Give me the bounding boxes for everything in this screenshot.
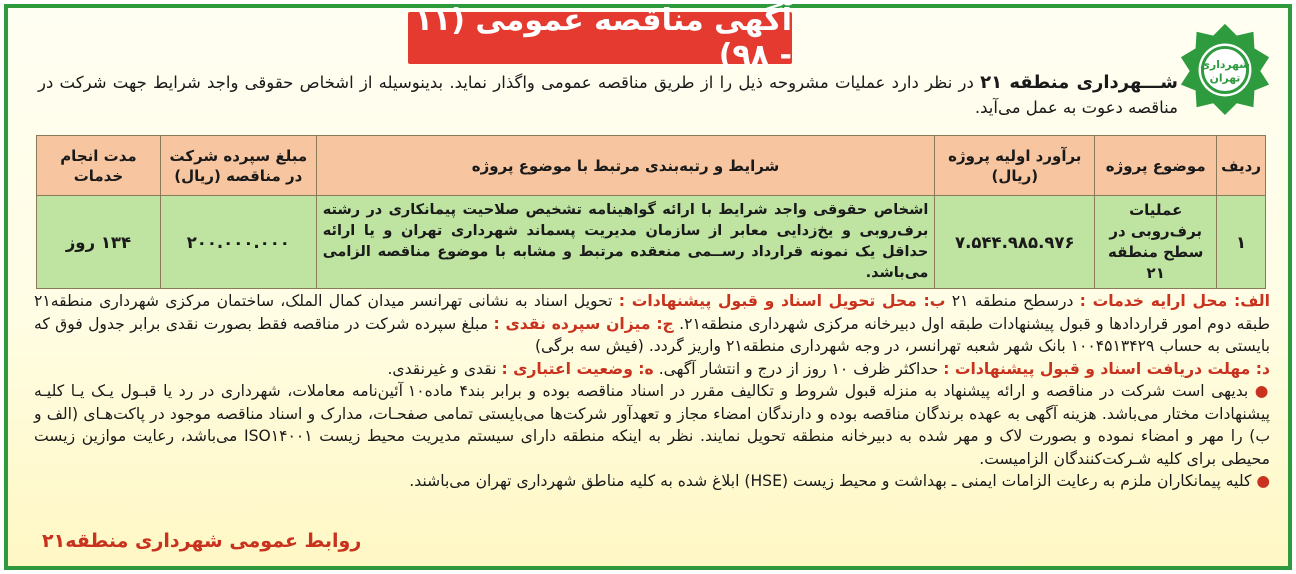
svg-text:تهران: تهران <box>1209 71 1241 85</box>
label-deadline: د: مهلت دریافت اسناد و قبول پیشنهادات : <box>943 359 1270 378</box>
bullet-icon: ● <box>1254 382 1271 400</box>
intro-paragraph <box>38 70 1178 120</box>
municipality-name: شـــهرداری منطقه ۲۱ <box>980 72 1178 93</box>
header-estimate: برآورد اولیه پروژه (ریال) <box>935 136 1095 196</box>
intro-text: در نظر دارد عملیات مشروحه ذیل را از طریق مناقصه عمومی واگذار نماید. بدینوسیله از اشخاص حقوقی واجد شرایط جهت شرکت در مناقصه دعوت به عمل می‌آید. <box>38 73 1178 117</box>
tender-table <box>36 135 1266 289</box>
text-deposit-amount: مبلغ سپرده شرکت در مناقصه فقط بصورت نقدی برابر جدول فوق که بایستی به حساب ۱۰۰۴۵۱۳۴۲۹ بانک شهر شعبه تهرانسر، در وجه شهرداری منطقه۲۱ واریز گردد. (فیش سه برگی) <box>34 314 1270 355</box>
bullet-item-2 <box>34 470 1270 493</box>
cell-deposit: ۲۰۰.۰۰۰.۰۰۰ <box>160 196 316 289</box>
bullet-item-1 <box>34 380 1270 470</box>
header-deposit: مبلغ سپرده شرکت در مناقصه (ریال) <box>160 136 316 196</box>
header-subject: موضوع پروژه <box>1095 136 1217 196</box>
cell-duration: ۱۳۴ روز <box>37 196 161 289</box>
label-service-location: الف: محل ارایه خدمات : <box>1079 292 1270 310</box>
advertisement-frame <box>4 4 1292 570</box>
label-credit-status: ه: وضعیت اعتباری : <box>501 359 654 378</box>
bullet-icon: ● <box>1256 472 1270 490</box>
text-delivery-location: تحویل اسناد به نشانی تهرانسر میدان کمال الملک، ساختمان مرکزی شهرداری منطقه۲۱ طبقه دوم امور قراردادها و قبول پیشنهادات طبقه اول دبیرخانه مرکزی شهرداری منطقه۲۱. <box>34 292 1270 333</box>
page-title: آگهی مناقصه عمومی (۱۱ - ۹۸) <box>414 3 792 73</box>
header-conditions: شرایط و رتبه‌بندی مرتبط با موضوع پروژه <box>316 136 935 196</box>
text-credit-status: نقدی و غیرنقدی. <box>387 359 502 378</box>
cell-estimate: ۷.۵۴۴.۹۸۵.۹۷۶ <box>935 196 1095 289</box>
details-paragraph-1 <box>34 290 1270 358</box>
tehran-municipality-logo <box>1176 20 1274 118</box>
cell-subject: عملیات برف‌روبی در سطح منطقه ۲۱ <box>1095 196 1217 289</box>
title-banner <box>408 3 792 73</box>
cell-row-number: ۱ <box>1217 196 1266 289</box>
text-deadline: حداکثر ظرف ۱۰ روز از درج و انتشار آگهی. <box>653 359 944 378</box>
cell-conditions: اشخاص حقوقی واجد شرایط با ارائه گواهینامه تشخیص صلاحیت پیمانکاری در رشته برف‌روبی و یخ‌زدایی معابر از سازمان مدیریت پسماند شهرداری تهران و یا ارائه حداقل یک نمونه قرارداد رســمی منعقده مرتبط و مشابه با موضوع مناقصه الزامی می‌باشد. <box>316 196 935 289</box>
table-row <box>37 196 1266 289</box>
public-relations-signature: روابط عمومی شهرداری منطقه۲۱ <box>42 530 362 552</box>
svg-text:شهرداری: شهرداری <box>1200 58 1250 72</box>
details-section <box>34 290 1270 493</box>
bullet-text-1: بدیهی است شرکت در مناقصه و ارائه پیشنهاد به منزله قبول شروط و تکالیف مقرر در اسناد مناقصه بوده و برابر بند۴ ماده۱۰ آئین‌نامه معاملات، شهرداری در رد یا قبـول یـک یـا کلیـه پیشنهادات مختار می‌باشد. هزینه آگهی به عهده برندگان مناقصه بوده و دارندگان امضاء مجاز و تعهدآور شرکت‌ها می‌بایستی تمامی صفحـات، مدارک و اسناد مناقصه موجود در پاکت‌هـای (الف و ب) را مهر و امضاء نموده و بصورت لاک و مهر شده به دبیرخانه منطقه تحویل نمایند. نظر به اینکه منطقه دارای سیستم مدیریت محیط زیست ISO۱۴۰۰۱ می‌باشد، رعایت موازین زیست محیطی برای کلیه شـرکت‌کنندگان الزامیست. <box>34 382 1270 468</box>
table-header-row <box>37 136 1266 196</box>
bullet-text-2: کلیه پیمانکاران ملزم به رعایت الزامات ایمنی ـ بهداشت و محیط زیست (HSE) ابلاغ شده به کلیه مناطق شهرداری تهران می‌باشند. <box>409 472 1257 490</box>
header-row-number: ردیف <box>1217 136 1266 196</box>
details-paragraph-2 <box>34 358 1270 381</box>
header-duration: مدت انجام خدمات <box>37 136 161 196</box>
label-deposit-amount: ج: میزان سپرده نقدی : <box>493 314 674 333</box>
text-service-location: درسطح منطقه ۲۱ <box>945 292 1080 310</box>
label-delivery-location: ب: محل تحویل اسناد و قبول پیشنهادات : <box>618 292 946 310</box>
